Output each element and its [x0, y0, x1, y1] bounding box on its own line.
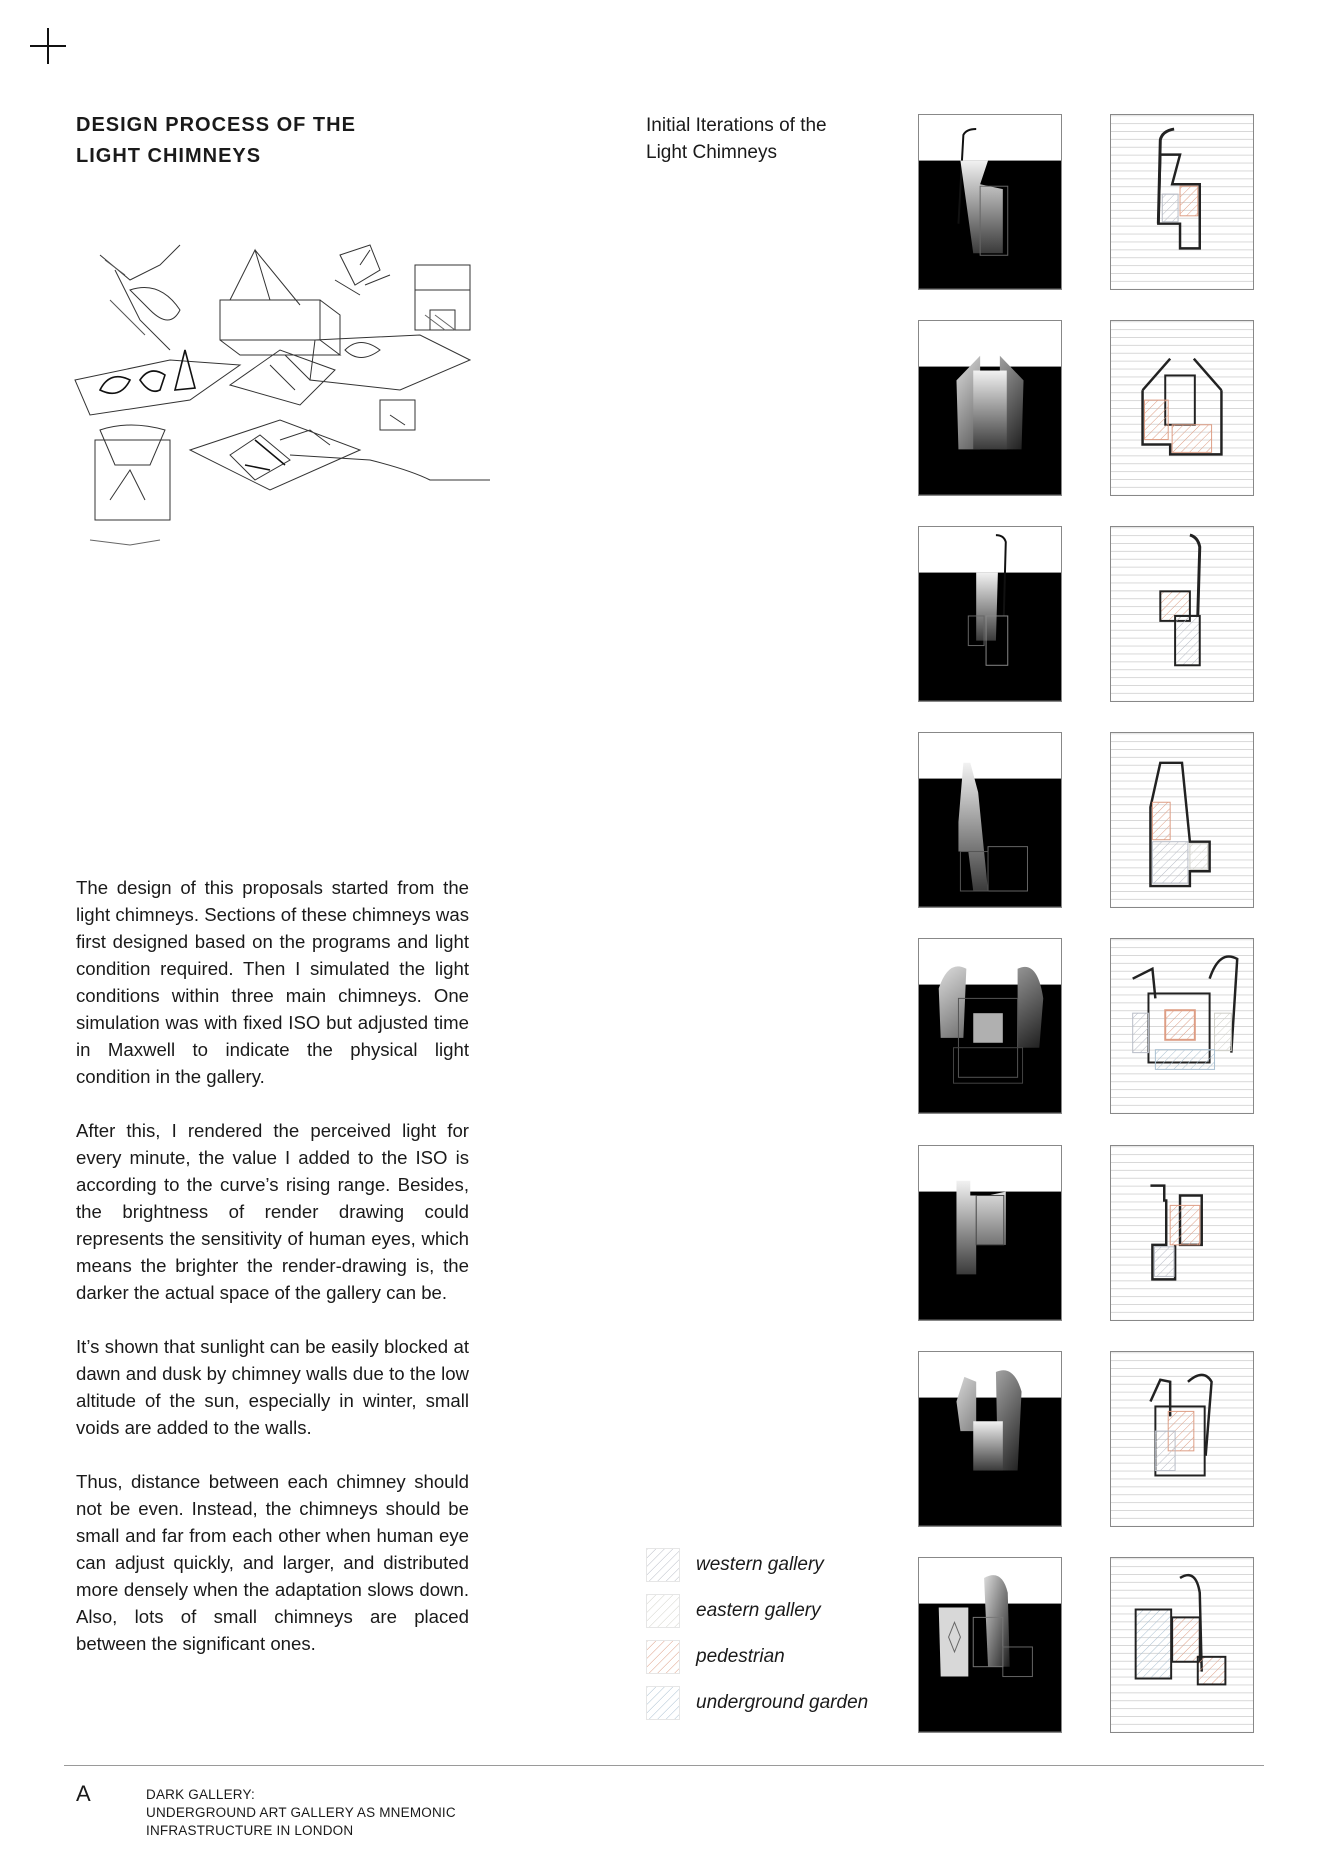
render-iteration-3 — [918, 526, 1062, 702]
render-iteration-4 — [918, 732, 1062, 908]
legend-label: pedestrian — [696, 1646, 785, 1667]
swatch-underground-garden — [646, 1686, 680, 1720]
footer-letter: A — [76, 1781, 91, 1806]
footer-line-1: DARK GALLERY: — [146, 1787, 255, 1802]
sketch-1 — [100, 245, 180, 350]
plan-iteration-8 — [1110, 1557, 1254, 1733]
legend-label: underground garden — [696, 1692, 869, 1713]
legend-label: eastern gallery — [696, 1600, 821, 1621]
render-iteration-8 — [918, 1557, 1062, 1733]
render-iteration-2 — [918, 320, 1062, 496]
legend-item-eastern-gallery — [646, 1588, 868, 1634]
footer-line-3: INFRASTRUCTURE IN LONDON — [146, 1823, 354, 1838]
plan-iteration-5 — [1110, 938, 1254, 1114]
paragraph: After this, I rendered the perceived light for every minute, the value I added to the ISO is according to the curve’s rising range. Besides, the brightness of render drawing could represents the sensitivity of human eyes, which means the brighter the render-drawing is, the darker the actual space of the gallery can be. — [76, 1120, 469, 1303]
footer-project-title — [146, 1786, 456, 1840]
swatch-pedestrian — [646, 1640, 680, 1674]
iterations-heading-line-1: Initial Iterations of the — [646, 115, 827, 136]
render-iteration-7 — [918, 1351, 1062, 1527]
sketch-4 — [415, 265, 470, 330]
iterations-heading-line-2: Light Chimneys — [646, 142, 777, 163]
render-iteration-6 — [918, 1145, 1062, 1321]
legend-item-underground-garden — [646, 1680, 868, 1726]
paragraph: The design of this proposals started from the light chimneys. Sections of these chimneys was first designed based on the programs and light condition required. Then I simulated the light conditions within three main chimneys. One simulation was with fixed ISO but adjusted time in Maxwell to indicate the physical light condition in the gallery. — [76, 877, 469, 1087]
plan-iteration-1 — [1110, 114, 1254, 290]
sketch-9 — [190, 420, 360, 490]
legend-item-pedestrian — [646, 1634, 868, 1680]
swatch-western-gallery — [646, 1548, 680, 1582]
paragraph: Thus, distance between each chimney should not be even. Instead, the chimneys should be small and far from each other when human eye can adjust quickly, and larger, and distributed more densely when the adaptation slows down. Also, lots of small chimneys are placed between the significant ones. — [76, 1471, 469, 1654]
plan-iteration-7 — [1110, 1351, 1254, 1527]
footer-line-2: UNDERGROUND ART GALLERY AS MNEMONIC — [146, 1805, 456, 1820]
plan-iteration-3 — [1110, 526, 1254, 702]
body-text — [76, 874, 469, 1684]
legend — [646, 1542, 868, 1726]
paragraph: It’s shown that sunlight can be easily blocked at dawn and dusk by chimney walls due to the low altitude of the sun, especially in winter, small voids are added to the walls. — [76, 1336, 469, 1438]
plus-icon — [30, 28, 66, 64]
page-title-line-2: LIGHT CHIMNEYS — [76, 145, 262, 167]
sketch-5 — [75, 350, 240, 415]
render-iteration-5 — [918, 938, 1062, 1114]
concept-sketches — [70, 240, 510, 595]
sketch-3 — [335, 245, 390, 295]
render-iteration-1 — [918, 114, 1062, 290]
plan-iteration-4 — [1110, 732, 1254, 908]
iterations-heading — [646, 112, 827, 166]
page-title — [76, 110, 356, 172]
legend-item-western-gallery — [646, 1542, 868, 1588]
plan-iteration-2 — [1110, 320, 1254, 496]
footer-divider — [64, 1765, 1264, 1766]
sketch-6 — [230, 350, 335, 405]
sketch-8 — [90, 425, 170, 545]
sketch-7 — [310, 335, 470, 390]
plan-iteration-6 — [1110, 1145, 1254, 1321]
swatch-eastern-gallery — [646, 1594, 680, 1628]
legend-label: western gallery — [696, 1554, 824, 1575]
page-title-line-1: DESIGN PROCESS OF THE — [76, 114, 356, 136]
